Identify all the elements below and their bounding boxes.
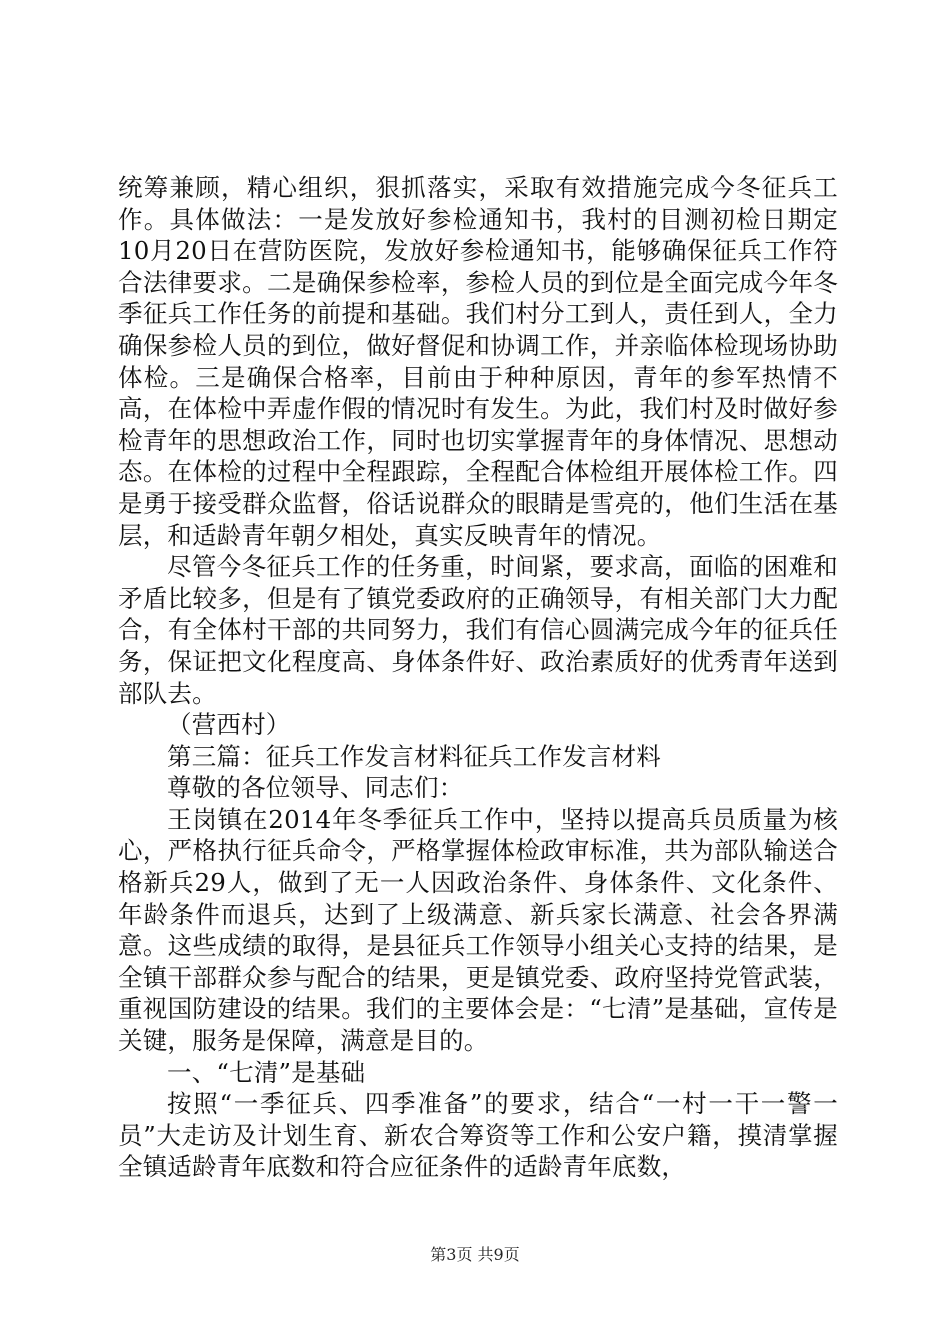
subheading: 一、“七清”是基础 [167,1057,366,1087]
paragraph-6: 王岗镇在2014年冬季征兵工作中，坚持以提高兵员质量为核心，严格执行征兵命令，严格掌握体检政审标准，共为部队输送合格新兵29人，做到了无一人因政治条件、身体条件、文化条件、年龄条件而退兵，达到了上级满意、新兵家长满意、社会各界满意。这些成绩的取得，是县征兵工作领导小组关心支持的结果，是全镇干部群众参与配合的结果，更是镇党委、政府坚持党管武装，重视国防建设的结果。我们的主要体会是：“七清”是基础，宣传是关键，服务是保障，满意是目的。 [118,804,838,1056]
paragraph-1: 统筹兼顾，精心组织，狠抓落实，采取有效措施完成今冬征兵工作。具体做法：一是发放好参检通知书，我村的目测初检日期定10月20日在营防医院，发放好参检通知书，能够确保征兵工作符合法律要求。二是确保参检率，参检人员的到位是全面完成今年冬季征兵工作任务的前提和基础。我们村分工到人，责任到人，全力确保参检人员的到位，做好督促和协调工作，并亲临体检现场协助体检。三是确保合格率，目前由于种种原因，青年的参军热情不高，在体检中弄虚作假的情况时有发生。为此，我们村及时做好参检青年的思想政治工作，同时也切实掌握青年的身体情况、思想动态。在体检的过程中全程跟踪，全程配合体检组开展体检工作。四是勇于接受群众监督，俗话说群众的眼睛是雪亮的，他们生活在基层，和适龄青年朝夕相处，真实反映青年的情况。 [118,173,838,550]
salutation: 尊敬的各位领导、同志们： [167,773,464,803]
paragraph-2: 尽管今冬征兵工作的任务重，时间紧，要求高，面临的困难和矛盾比较多，但是有了镇党委政府的正确领导，有相关部门大力配合，有全体村干部的共同努力，我们有信心圆满完成今年的征兵任务，保证把文化程度高、身体条件好、政治素质好的优秀青年送到部队去。 [118,552,838,708]
page-number: 第3页 共9页 [430,1245,520,1264]
paragraph-3: （营西村） [167,710,291,740]
section-title: 第三篇：征兵工作发言材料征兵工作发言材料 [167,741,661,771]
paragraph-8: 按照“一季征兵、四季准备”的要求，结合“一村一干一警一员”大走访及计划生育、新农合筹资等工作和公安户籍，摸清掌握全镇适龄青年底数和符合应征条件的适龄青年底数， [118,1089,838,1182]
document-body [118,172,838,1183]
